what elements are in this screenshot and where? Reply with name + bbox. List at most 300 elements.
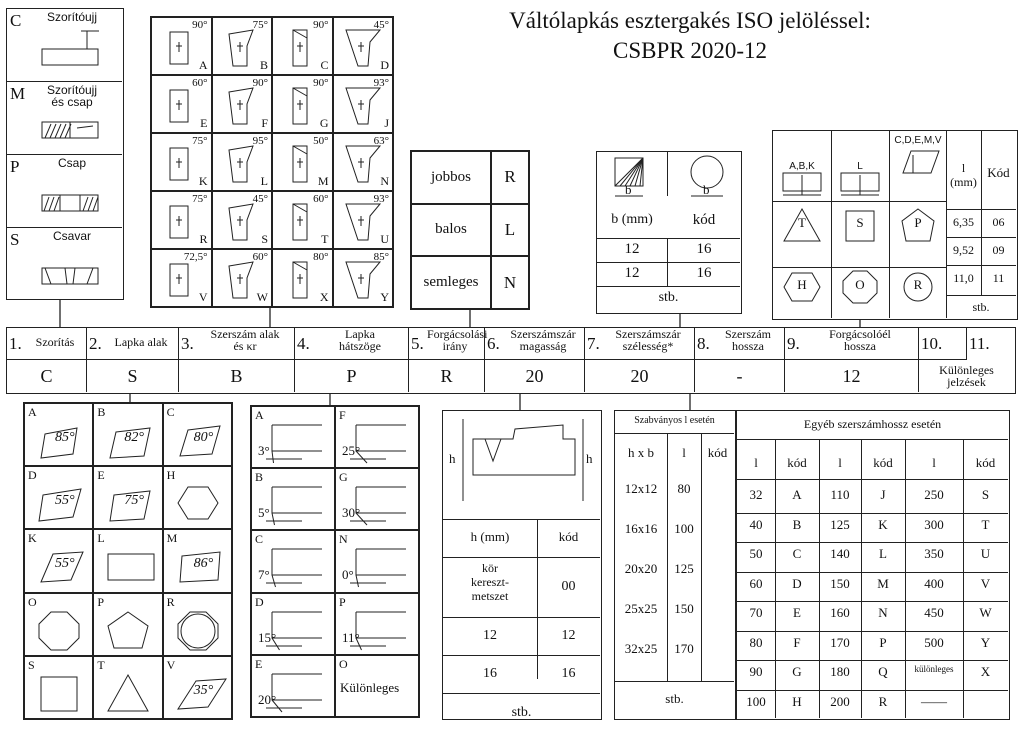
clamping-m [7,82,122,155]
direction-r-code [491,151,529,204]
tool-shape-code: M [317,174,329,188]
designation-value-2 [87,359,179,392]
height-hline [443,617,600,618]
length-other-cell: 140 [830,546,850,561]
designation-label: Szerszámszár szélesség* [615,327,681,353]
insert-shape-code: A [28,405,37,419]
designation-value: - [736,365,743,386]
cutting-direction-table [410,150,530,310]
tool-shape-code: E [200,116,208,130]
length-other-cell: 50 [749,546,763,561]
clamping-label: Szorítóujj és csap [46,83,98,109]
length-other-header: l [932,455,936,470]
length-other-cell: 170 [830,634,850,650]
length-other-cell: A [792,487,802,502]
designation-value: R [440,365,453,386]
length-other-cell: különleges [914,664,954,674]
clearance-code: O [339,656,348,671]
tool-shape-l [212,133,273,191]
length-other-cell: H [792,693,802,709]
tool-shape-r [151,191,212,249]
tool-shape-code: N [380,174,389,188]
clearance-angle: 30° [342,505,361,521]
tool-shape-code: W [256,290,268,304]
height-hline [443,557,600,558]
clearance-special: Különleges [340,679,400,695]
designation-value-1 [7,359,87,392]
length-other-cell: V [980,575,991,591]
tool-shape-d [333,17,394,75]
insert-size-value: 6,35 [953,215,974,229]
width-symbol: b [625,182,632,197]
insert-size-row-line [946,295,1016,296]
length-other-cell: R [878,693,888,709]
length-std-l: 150 [674,601,694,616]
insert-size-shape-letter: T [798,215,806,230]
length-other-cell: 100 [746,693,766,709]
tool-shape-angle: 60° [313,193,329,205]
length-other-header: l [838,455,842,470]
designation-field-4 [295,328,409,359]
clearance-a [251,406,335,468]
tool-shape-g-icon [283,84,323,128]
tool-shape-w [212,249,273,307]
clamping-s-icon [37,262,117,292]
width-col2-header: kód [692,212,716,228]
direction-l-label [411,204,491,257]
tool-shape-angle: 80° [313,251,329,263]
insert-shape-code: M [166,531,178,546]
insert-size-kod-header: Kód [987,165,1010,180]
insert-shape-code: K [28,531,37,546]
length-std-size: 20x20 [624,561,658,576]
width-value: 12 [624,241,640,257]
title-line-2: CSBPR 2020-12 [612,38,767,63]
width-vline [667,152,668,196]
designation-value-4 [295,359,409,392]
height-footer: stb. [511,705,532,720]
insert-size-group-0: A,B,K [789,161,815,172]
length-other-row-line [737,660,1008,661]
insert-size-shape-letter: H [797,277,807,292]
length-std-hline [615,681,734,682]
height-symbol-right: h [586,451,593,466]
clearance-d [251,593,335,655]
tool-shape-code: D [380,58,389,72]
length-other-cell: U [980,546,991,561]
insert-shape-code: E [97,468,105,483]
designation-number: 2. [89,334,102,353]
height-value: 12 [483,628,497,643]
insert-shape-grid [23,402,233,720]
length-other-cell: 450 [924,605,944,620]
insert-shape-a [24,403,93,466]
designation-number: 8. [697,334,710,353]
shank-height-table [442,410,602,720]
length-other-cell: C [792,546,802,561]
designation-value: C [40,365,53,386]
insert-shape-angle: 80° [193,430,214,445]
clearance-n [335,530,419,592]
length-other-cell: W [979,605,992,620]
clearance-code: E [255,656,263,671]
tool-shape-angle: 90° [192,19,208,31]
designation-label: Szerszámszár magasság [510,327,576,353]
tool-shape-k-icon [162,142,202,186]
insert-group-2-icon [893,151,943,175]
clearance-e [251,655,335,717]
length-other-hline [737,439,1008,440]
shank-width-table [596,151,742,314]
length-std-footer: stb. [665,691,684,706]
insert-shape-code: O [28,594,37,609]
insert-size-group-2: C,D,E,M,V [894,135,942,146]
width-vline [667,262,668,286]
insert-shape-k [24,529,93,592]
clamping-label: Csavar [52,229,91,243]
designation-row [6,327,1016,394]
length-other-row-line [737,690,1008,691]
designation-number: 11. [969,334,990,353]
clearance-code: C [255,532,264,547]
insert-shape-angle: 55° [55,556,75,572]
tool-shape-a [151,17,212,75]
tool-shape-s-icon [223,200,263,244]
shank-section-icon [597,152,740,212]
tool-shape-k [151,133,212,191]
length-other-hline [737,479,1008,480]
clamping-p-icon [37,189,117,219]
insert-shape-p [93,593,162,656]
clearance-code: B [255,470,264,485]
shank-height-icon [443,411,600,511]
tool-shape-d-icon [344,26,384,70]
tool-shape-angle: 90° [313,19,329,31]
tool-shape-b-icon [223,26,263,70]
tool-shape-w-icon [223,258,263,302]
clearance-angle: 25° [342,443,361,458]
designation-number: 7. [587,334,600,353]
length-other-cell: T [981,516,990,532]
insert-shape-r-icon [176,610,228,652]
designation-number: 3. [181,334,194,353]
length-other-cell: N [878,605,888,620]
tool-shape-a-icon [162,26,202,70]
length-other-cell: E [793,605,801,620]
length-other-row-line [737,631,1008,632]
length-other-cell: 400 [924,575,944,591]
height-hline [443,693,600,694]
clamping-p [7,155,122,228]
designation-number: 5. [411,334,424,353]
tool-shape-m [272,133,333,191]
insert-size-hline [773,201,946,202]
length-other-cell: 70 [749,605,763,620]
length-other-cell: 180 [830,664,850,679]
tool-shape-code: T [321,232,329,246]
insert-shape-code: B [97,405,106,419]
length-other-cell: 125 [830,516,850,532]
length-other-cell: 250 [924,487,944,502]
clamping-panel [6,8,124,300]
tool-shape-code: F [261,116,268,130]
tool-shape-y [333,249,394,307]
insert-size-row-line [946,265,1016,266]
length-std-hline [615,433,734,434]
length-std-l: 170 [674,641,694,656]
insert-group-0-icon [777,173,827,197]
length-other-cell: J [880,487,886,502]
insert-size-code: 06 [992,215,1005,229]
length-std-l: 80 [677,481,691,496]
height-code: 12 [561,628,576,643]
tool-shape-u [333,191,394,249]
tool-shape-b [212,17,273,75]
length-other-row-line [737,542,1008,543]
tool-shape-r-icon [162,200,202,244]
standard-length-table [614,410,736,720]
insert-shape-v [163,656,232,719]
direction-r-label [411,151,491,204]
length-other-cell: 500 [924,634,944,650]
designation-field-3 [179,328,295,359]
designation-value: 20 [525,365,544,386]
height-symbol-left: h [449,451,456,466]
insert-size-shape-letter: O [855,277,865,292]
length-other-cell: 80 [749,634,763,650]
tool-shape-code: X [319,290,329,304]
width-row [597,238,740,262]
clamping-m-icon [37,116,117,146]
insert-shape-s-icon [37,673,89,715]
tool-shape-v [151,249,212,307]
designation-field-1 [7,328,87,359]
insert-shape-angle: 86° [193,556,214,572]
insert-size-code: 11 [992,271,1005,285]
tool-shape-code: A [198,58,208,72]
width-value: 12 [624,265,640,281]
direction-label: jobbos [430,168,471,185]
insert-shape-code: V [166,657,176,672]
designation-label: Forgácsolóél hossza [829,327,891,353]
length-other-header: kód [787,455,807,470]
tool-shape-f-icon [223,84,263,128]
designation-number: 9. [787,334,800,353]
designation-value-7 [585,359,695,392]
length-std-l: 125 [674,561,694,576]
insert-shape-code: T [97,657,105,672]
designation-value-3 [179,359,295,392]
tool-shape-g [272,75,333,133]
tool-shape-code: U [380,232,389,246]
tool-shape-l-icon [223,142,263,186]
length-other-row-line [737,572,1008,573]
length-other-cell: K [878,516,888,532]
length-std-title: Szabványos l esetén [634,415,715,426]
clamping-label: Csap [57,156,86,170]
insert-shape-t-icon [106,673,158,715]
clearance-c [251,530,335,592]
tool-shape-code: R [199,232,208,246]
clearance-c-icon [262,547,332,587]
designation-label: Szorítás [35,335,75,349]
clearance-angle: 15° [258,629,277,645]
width-symbol-round: b [703,182,710,197]
insert-shape-code: L [97,531,105,546]
insert-shape-b [93,403,162,466]
tool-shape-s [212,191,273,249]
insert-shape-code: R [166,594,175,609]
tool-shape-code: V [198,290,208,304]
designation-field-10 [919,328,967,359]
tool-shape-angle: 45° [373,19,389,31]
insert-size-vline [831,131,832,318]
height-code: 16 [561,666,576,681]
designation-value: S [127,365,138,386]
title-line-1: Váltólapkás esztergakés ISO jelöléssel: [509,8,871,33]
length-std-l: 100 [674,521,694,536]
length-other-cell: Y [980,634,991,650]
tool-shape-code: Y [380,290,389,304]
tool-shape-angle: 90° [252,77,268,89]
designation-value-9 [785,359,919,392]
tool-shape-angle: 93° [373,193,389,205]
insert-shape-t [93,656,162,719]
tool-shape-angle: 95° [252,135,268,147]
tool-shape-angle: 75° [252,19,268,31]
tool-shape-f [212,75,273,133]
insert-shape-angle: 55° [55,493,75,509]
clearance-angle: 0° [342,567,354,583]
direction-label: balos [435,221,467,238]
length-other-cell: L [879,546,887,561]
clearance-code: N [339,532,348,547]
length-other-title: Egyéb szerszámhossz esetén [803,417,942,431]
insert-shape-d [24,466,93,529]
height-code: 00 [561,579,576,594]
designation-label: Forgácsolási irány [427,327,488,353]
length-other-cell: D [792,575,802,591]
clearance-angle: 7° [258,567,270,583]
tool-shape-v-icon [162,258,202,302]
clamping-code: C [10,11,22,30]
designation-field-11 [967,328,1014,359]
clamping-label: Szorítóujj [46,10,98,24]
designation-value: 12 [842,365,861,386]
tool-shape-j-icon [344,84,384,128]
tool-shape-c [272,17,333,75]
clearance-b-icon [262,485,332,525]
insert-shape-angle: 82° [124,430,144,445]
tool-shape-angle: 90° [313,77,329,89]
insert-size-value: 11,0 [953,271,974,285]
insert-shape-code: P [97,594,105,609]
designation-value-6 [485,359,585,392]
height-value: 16 [483,666,497,681]
insert-shape-p-icon [106,610,158,652]
length-other-cell: 110 [830,487,850,502]
clamping-s [7,228,122,301]
tool-shape-angle: 72,5° [183,251,208,263]
direction-n-label [411,256,491,309]
tool-shape-angle: 93° [373,77,389,89]
length-other-header: kód [975,455,996,470]
length-std-size: 25x25 [624,601,658,616]
direction-code: N [503,272,517,292]
insert-size-vline [889,131,890,318]
length-other-cell: 90 [749,664,763,679]
clearance-f [335,406,419,468]
tool-shape-angle: 45° [252,193,268,205]
length-other-cell: G [792,664,802,679]
clearance-angle-grid [250,405,420,718]
insert-size-shape-letter: P [914,215,922,230]
tool-shape-code: B [259,58,268,72]
designation-field-5 [409,327,488,359]
page-title [470,8,910,64]
insert-shape-code: H [166,468,176,483]
length-other-cell: M [877,575,889,591]
clamping-code: P [10,157,20,176]
tool-shape-angle: 60° [252,251,268,263]
length-other-cell: 160 [830,605,850,620]
length-other-cell: 200 [830,693,850,709]
tool-shape-n-icon [344,142,384,186]
length-std-header: l [682,445,686,460]
length-other-cell: —— [921,693,947,709]
tool-shape-angle: 75° [192,135,208,147]
insert-size-footer: stb. [972,300,990,314]
insert-shape-angle: 35° [193,682,214,698]
clearance-code: P [339,594,346,609]
clearance-code: A [255,408,264,422]
insert-shape-h-icon [176,483,228,525]
length-other-cell: 300 [924,516,944,532]
width-col1-header: b (mm) [611,212,653,227]
tool-shape-x-icon [283,258,323,302]
clearance-angle: 20° [258,691,277,707]
designation-value: B [230,365,243,386]
length-other-cell: Q [878,664,888,679]
clearance-angle: 3° [258,443,270,458]
insert-shape-r [163,593,232,656]
insert-shape-angle: 85° [55,430,75,445]
tool-shape-t [272,191,333,249]
designation-label: Szerszám alak és κr [210,327,280,353]
designation-value: P [346,365,357,386]
length-other-cell: F [793,634,801,650]
direction-l-code [491,204,529,257]
designation-number: 4. [297,334,310,353]
width-code: 16 [696,241,712,257]
insert-size-code: 09 [992,243,1005,257]
designation-label: Lapka alak [114,335,168,349]
tool-shape-m-icon [283,142,323,186]
length-other-cell: 40 [749,516,763,532]
designation-number: 10. [921,334,943,353]
clamping-code: M [10,84,26,103]
height-hline [443,519,600,520]
length-other-row-line [737,601,1008,602]
insert-group-1-icon [835,173,885,197]
length-std-size: 16x16 [624,521,658,536]
designation-value-10 [919,359,1014,392]
tool-shape-y-icon [344,258,384,302]
length-std-header: h x b [628,445,654,460]
insert-size-l-header: l (mm) [950,161,977,189]
insert-size-hline [773,267,946,268]
tool-shape-n [333,133,394,191]
